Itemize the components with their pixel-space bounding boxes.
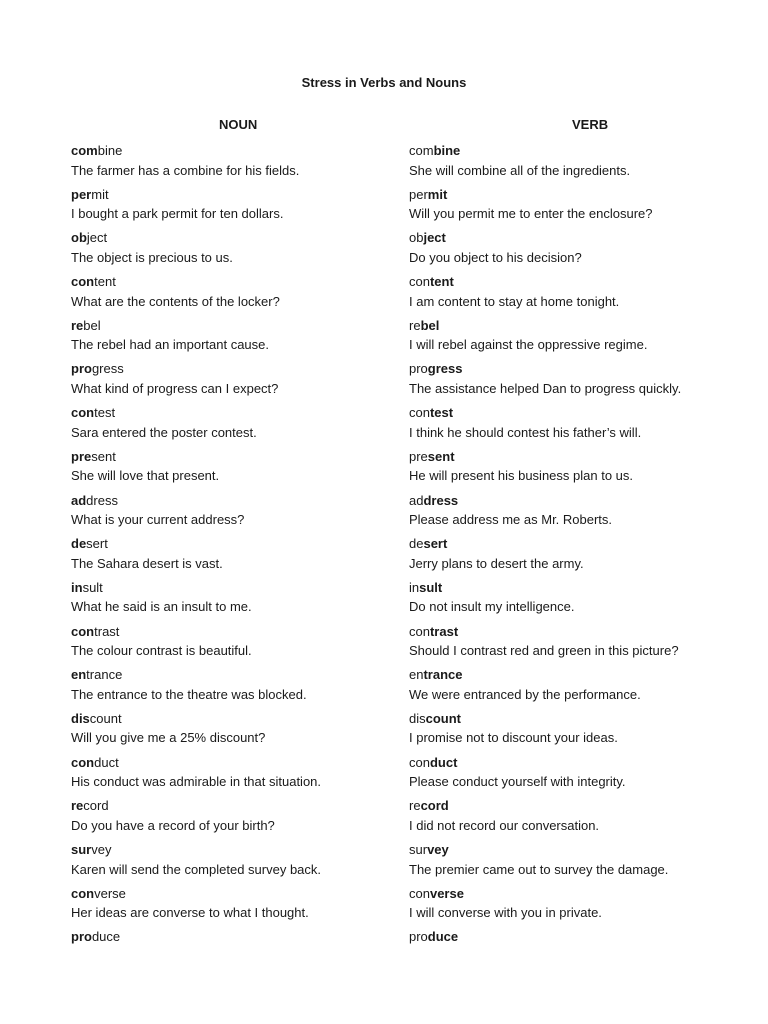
noun-column: [71, 141, 391, 971]
verb-example-sentence: I did not record our conversation.: [409, 817, 600, 833]
stressed-syllable: count: [425, 710, 462, 726]
unstressed-syllable: ject: [86, 230, 108, 246]
stressed-syllable: dress: [423, 492, 459, 508]
verb-example-sentence: Do not insult my intelligence.: [409, 599, 575, 615]
noun-word: [71, 359, 391, 379]
verb-word: [409, 316, 749, 336]
unstressed-syllable: sult: [82, 579, 103, 595]
noun-word: [71, 185, 391, 205]
verb-entry: [409, 534, 749, 578]
stressed-syllable: pro: [71, 929, 92, 945]
noun-entry: [71, 316, 391, 360]
noun-example-sentence: The colour contrast is beautiful.: [71, 643, 252, 659]
verb-example-sentence: Please address me as Mr. Roberts.: [409, 512, 613, 527]
verb-example-sentence: The assistance helped Dan to progress quickly.: [409, 380, 682, 396]
noun-word: [71, 665, 391, 685]
verb-word: [409, 753, 749, 773]
verb-example-sentence: The premier came out to survey the damage.: [409, 861, 669, 877]
unstressed-syllable: verse: [94, 885, 126, 901]
verb-example-sentence: Jerry plans to desert the army.: [409, 555, 584, 571]
unstressed-syllable: dis: [409, 710, 426, 726]
verb-word: [409, 491, 749, 511]
unstressed-syllable: tent: [94, 274, 116, 290]
unstressed-syllable: cord: [83, 798, 109, 814]
verb-entry: [409, 185, 749, 229]
noun-entry: [71, 272, 391, 316]
verb-example-sentence: He will present his business plan to us.: [409, 468, 634, 484]
stressed-syllable: mit: [427, 186, 448, 202]
unstressed-syllable: con: [409, 623, 430, 639]
verb-entry: [409, 622, 749, 666]
stressed-syllable: tent: [429, 274, 454, 290]
noun-word: [71, 228, 391, 248]
unstressed-syllable: pro: [409, 929, 428, 945]
stressed-syllable: sent: [427, 448, 455, 464]
stressed-syllable: en: [71, 667, 87, 683]
stressed-syllable: duce: [427, 929, 459, 945]
noun-word: [71, 141, 391, 161]
verb-example-sentence: We were entranced by the performance.: [409, 686, 641, 702]
verb-entry: [409, 272, 749, 316]
verb-word: [409, 884, 749, 904]
verb-column-header: VERB: [572, 117, 609, 132]
noun-example-sentence: The rebel had an important cause.: [71, 337, 270, 353]
noun-entry: [71, 403, 391, 447]
noun-word: [71, 622, 391, 642]
noun-entry: [71, 622, 391, 666]
unstressed-syllable: sert: [86, 536, 108, 552]
stressed-syllable: cord: [420, 798, 449, 814]
noun-example-sentence: Her ideas are converse to what I thought.: [71, 905, 309, 921]
noun-word: [71, 884, 391, 904]
noun-word: [71, 927, 391, 947]
noun-entry: [71, 491, 391, 535]
verb-example-sentence: Will you permit me to enter the enclosure?: [409, 206, 653, 222]
noun-example-sentence: Do you have a record of your birth?: [71, 817, 275, 833]
noun-example-sentence: The Sahara desert is vast.: [71, 555, 223, 571]
unstressed-syllable: gress: [91, 361, 124, 377]
unstressed-syllable: re: [409, 798, 421, 814]
stressed-syllable: ad: [71, 492, 87, 508]
verb-word: [409, 272, 749, 292]
stressed-syllable: con: [71, 274, 95, 290]
verb-entry: [409, 927, 749, 971]
unstressed-syllable: con: [409, 885, 430, 901]
stressed-syllable: com: [71, 143, 98, 158]
noun-example-sentence: Will you give me a 25% discount?: [71, 730, 266, 746]
stressed-syllable: de: [71, 536, 87, 552]
noun-entry: [71, 884, 391, 928]
noun-entry: [71, 141, 391, 185]
stressed-syllable: ject: [423, 230, 446, 246]
noun-word: [71, 491, 391, 511]
noun-example-sentence: What kind of progress can I expect?: [71, 380, 279, 396]
noun-example-sentence: What is your current address?: [71, 512, 245, 527]
noun-word: [71, 840, 391, 860]
verb-example-sentence: I think he should contest his father’s will.: [409, 424, 642, 440]
unstressed-syllable: duce: [91, 929, 121, 945]
noun-entry: [71, 447, 391, 491]
stressed-syllable: test: [429, 405, 454, 421]
stressed-syllable: trast: [429, 623, 459, 639]
noun-entry: [71, 534, 391, 578]
verb-example-sentence: Should I contrast red and green in this picture?: [409, 643, 679, 659]
stressed-syllable: re: [71, 798, 84, 814]
noun-example-sentence: Karen will send the completed survey back.: [71, 861, 322, 877]
verb-entry: [409, 228, 749, 272]
unstressed-syllable: com: [409, 143, 434, 158]
noun-example-sentence: I bought a park permit for ten dollars.: [71, 206, 284, 222]
verb-entry: [409, 403, 749, 447]
verb-word: [409, 927, 749, 947]
noun-entry: [71, 840, 391, 884]
verb-example-sentence: Please conduct yourself with integrity.: [409, 774, 626, 790]
document-title: Stress in Verbs and Nouns: [301, 75, 467, 90]
verb-word: [409, 578, 749, 598]
stressed-syllable: in: [71, 579, 83, 595]
unstressed-syllable: in: [409, 579, 420, 595]
noun-example-sentence: The entrance to the theatre was blocked.: [71, 686, 307, 702]
verb-entry: [409, 796, 749, 840]
verb-entry: [409, 840, 749, 884]
unstressed-syllable: per: [409, 186, 428, 202]
stressed-syllable: sert: [423, 536, 448, 552]
noun-example-sentence: She will love that present.: [71, 468, 220, 484]
noun-word: [71, 447, 391, 467]
noun-entry: [71, 796, 391, 840]
unstressed-syllable: bine: [97, 143, 123, 158]
stressed-syllable: sur: [71, 842, 92, 857]
noun-example-sentence: The object is precious to us.: [71, 249, 233, 265]
unstressed-syllable: sur: [409, 842, 428, 857]
unstressed-syllable: con: [409, 754, 430, 770]
verb-column: [409, 141, 749, 971]
noun-entry: [71, 228, 391, 272]
verb-word: [409, 141, 749, 161]
unstressed-syllable: trast: [94, 623, 120, 639]
verb-entry: [409, 491, 749, 535]
stressed-syllable: ob: [71, 230, 87, 246]
verb-example-sentence: I promise not to discount your ideas.: [409, 730, 618, 746]
noun-word: [71, 796, 391, 816]
verb-entry: [409, 884, 749, 928]
noun-column-header: NOUN: [219, 117, 258, 132]
verb-word: [409, 185, 749, 205]
noun-word: [71, 578, 391, 598]
stressed-syllable: duct: [429, 754, 458, 770]
stressed-syllable: gress: [427, 361, 463, 377]
noun-word: [71, 272, 391, 292]
stressed-syllable: sult: [419, 579, 443, 595]
verb-example-sentence: I will rebel against the oppressive regime.: [409, 337, 648, 353]
noun-example-sentence: The farmer has a combine for his fields.: [71, 162, 300, 178]
verb-entry: [409, 665, 749, 709]
verb-example-sentence: I am content to stay at home tonight.: [409, 293, 620, 309]
noun-entry: [71, 709, 391, 753]
stressed-syllable: bine: [433, 143, 461, 158]
verb-entry: [409, 316, 749, 360]
noun-word: [71, 753, 391, 773]
noun-example-sentence: His conduct was admirable in that situation.: [71, 774, 322, 790]
noun-entry: [71, 185, 391, 229]
stressed-syllable: con: [71, 623, 95, 639]
noun-entry: [71, 927, 391, 971]
verb-word: [409, 622, 749, 642]
noun-entry: [71, 359, 391, 403]
verb-word: [409, 403, 749, 423]
verb-word: [409, 447, 749, 467]
verb-example-sentence: Do you object to his decision?: [409, 249, 582, 265]
noun-word: [71, 403, 391, 423]
unstressed-syllable: con: [409, 405, 430, 421]
stressed-syllable: bel: [420, 317, 440, 333]
unstressed-syllable: trance: [86, 667, 123, 683]
noun-word: [71, 709, 391, 729]
verb-entry: [409, 141, 749, 185]
unstressed-syllable: pro: [409, 361, 428, 377]
noun-example-sentence: What he said is an insult to me.: [71, 599, 252, 615]
unstressed-syllable: bel: [83, 317, 101, 333]
stressed-syllable: verse: [429, 885, 464, 901]
unstressed-syllable: sent: [91, 448, 116, 464]
verb-word: [409, 665, 749, 685]
noun-entry: [71, 578, 391, 622]
noun-entry: [71, 665, 391, 709]
noun-example-sentence: Sara entered the poster contest.: [71, 424, 257, 440]
unstressed-syllable: ob: [409, 230, 424, 246]
noun-example-sentence: What are the contents of the locker?: [71, 293, 280, 309]
stressed-syllable: con: [71, 405, 95, 421]
unstressed-syllable: re: [409, 317, 421, 333]
unstressed-syllable: duct: [94, 754, 119, 770]
stressed-syllable: vey: [427, 842, 449, 857]
stressed-syllable: trance: [423, 667, 463, 683]
stressed-syllable: re: [71, 317, 84, 333]
verb-word: [409, 359, 749, 379]
verb-word: [409, 840, 749, 860]
verb-word: [409, 534, 749, 554]
verb-entry: [409, 753, 749, 797]
unstressed-syllable: test: [94, 405, 116, 421]
unstressed-syllable: vey: [91, 842, 112, 857]
stressed-syllable: pro: [71, 361, 92, 377]
verb-example-sentence: She will combine all of the ingredients.: [409, 162, 631, 178]
verb-entry: [409, 447, 749, 491]
noun-entry: [71, 753, 391, 797]
stressed-syllable: pre: [71, 448, 92, 464]
unstressed-syllable: de: [409, 536, 424, 552]
verb-word: [409, 228, 749, 248]
verb-entry: [409, 578, 749, 622]
stressed-syllable: con: [71, 754, 95, 770]
unstressed-syllable: pre: [409, 448, 428, 464]
stressed-syllable: per: [71, 186, 92, 202]
stressed-syllable: con: [71, 885, 95, 901]
unstressed-syllable: en: [409, 667, 424, 683]
stressed-syllable: dis: [71, 710, 90, 726]
unstressed-syllable: dress: [86, 492, 118, 508]
unstressed-syllable: count: [89, 710, 122, 726]
unstressed-syllable: con: [409, 274, 430, 290]
verb-entry: [409, 359, 749, 403]
verb-word: [409, 796, 749, 816]
unstressed-syllable: ad: [409, 492, 424, 508]
verb-entry: [409, 709, 749, 753]
verb-word: [409, 709, 749, 729]
noun-word: [71, 534, 391, 554]
unstressed-syllable: mit: [91, 186, 109, 202]
noun-word: [71, 316, 391, 336]
verb-example-sentence: I will converse with you in private.: [409, 905, 602, 921]
